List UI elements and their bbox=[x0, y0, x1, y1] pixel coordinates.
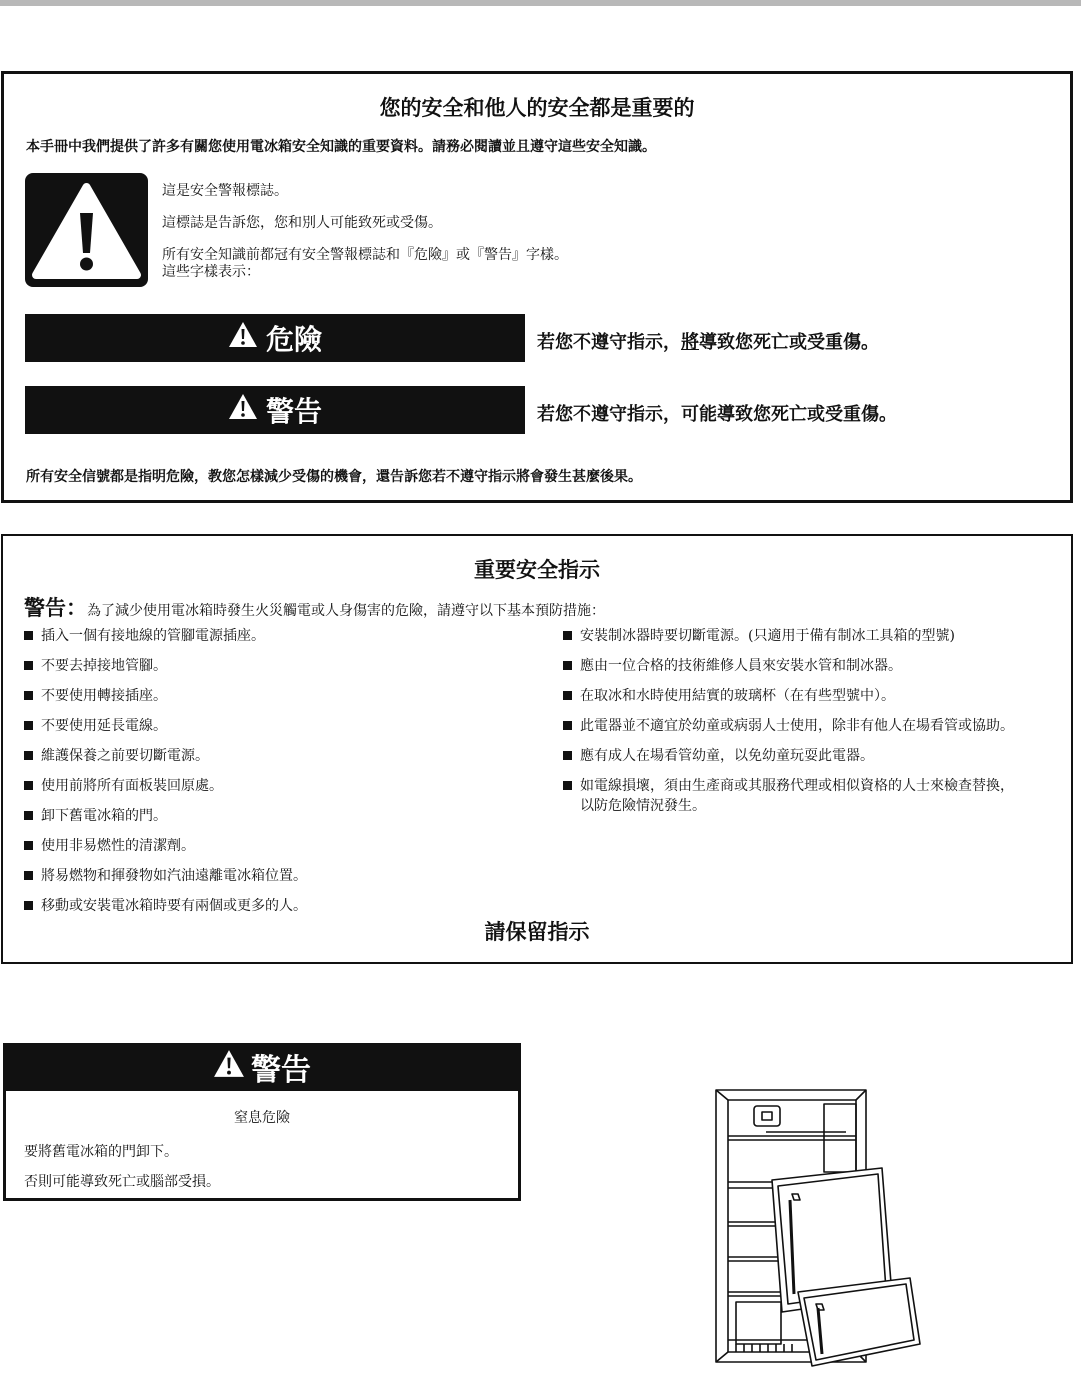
warning-label: 警告 bbox=[265, 395, 322, 428]
safety-alert-icon bbox=[25, 173, 148, 287]
danger-description bbox=[537, 328, 879, 354]
suffocation-line-2: 否則可能導致死亡或腦部受損。 bbox=[24, 1174, 220, 1190]
list-item: 安裝制冰器時要切斷電源。(只適用于備有制冰工具箱的型號) bbox=[563, 626, 1023, 646]
safety-title: 您的安全和他人的安全都是重要的 bbox=[379, 95, 695, 120]
danger-signal-bar bbox=[25, 314, 525, 362]
danger-label: 危險 bbox=[265, 323, 322, 356]
alert-line-2: 這標誌是告訴您，您和別人可能致死或受傷。 bbox=[162, 215, 442, 231]
warning-description: 若您不遵守指示，可能導致您死亡或受重傷。 bbox=[537, 404, 897, 425]
list-item: 應有成人在場看管幼童，以免幼童玩耍此電器。 bbox=[563, 746, 1023, 766]
save-instructions: 請保留指示 bbox=[484, 919, 590, 944]
suffocation-warning-body bbox=[6, 1091, 518, 1198]
alert-line-3: 所有安全知識前都冠有安全警報標誌和『危險』或『警告』字樣。 bbox=[162, 247, 568, 263]
warning-triangle-icon bbox=[228, 321, 258, 355]
safety-intro: 本手冊中我們提供了許多有關您使用電冰箱安全知識的重要資料。請務必閱讀並且遵守這些安全知識。 bbox=[26, 139, 656, 155]
suffocation-warning-label: 警告 bbox=[251, 1053, 311, 1088]
suffocation-warning-box bbox=[3, 1043, 521, 1201]
warning-signal-bar bbox=[25, 386, 525, 434]
safety-footer: 所有安全信號都是指明危險，教您怎樣減少受傷的機會，還告訴您若不遵守指示將會發生甚麼後果。 bbox=[26, 469, 642, 485]
instructions-list-left bbox=[24, 626, 544, 926]
instructions-warning bbox=[24, 592, 605, 622]
danger-desc-before: 若您不遵守指示， bbox=[537, 332, 681, 353]
alert-line-1: 這是安全警報標誌。 bbox=[162, 183, 288, 199]
instructions-list-right bbox=[563, 626, 1023, 826]
list-item: 應由一位合格的技術維修人員來安裝水管和制冰器。 bbox=[563, 656, 1023, 676]
alert-line-4: 這些字樣表示： bbox=[162, 264, 260, 280]
warning-triangle-icon bbox=[228, 393, 258, 427]
list-item: 在取冰和水時使用結實的玻璃杯（在有些型號中）。 bbox=[563, 686, 1023, 706]
list-item: 使用非易燃性的清潔劑。 bbox=[24, 836, 544, 856]
danger-desc-after: 導致您死亡或受重傷。 bbox=[699, 332, 879, 353]
list-item: 維護保養之前要切斷電源。 bbox=[24, 746, 544, 766]
warning-triangle-icon bbox=[213, 1049, 245, 1086]
refrigerator-doors-removed-illustration bbox=[706, 1082, 931, 1376]
list-item: 插入一個有接地線的管腳電源插座。 bbox=[24, 626, 544, 646]
top-rule bbox=[0, 0, 1081, 6]
danger-desc-emphasis: 將 bbox=[681, 332, 699, 353]
list-item: 不要使用延長電線。 bbox=[24, 716, 544, 736]
list-item: 使用前將所有面板裝回原處。 bbox=[24, 776, 544, 796]
list-item: 將易燃物和揮發物如汽油遠離電冰箱位置。 bbox=[24, 866, 544, 886]
important-instructions-box bbox=[1, 534, 1073, 964]
safety-message-box bbox=[1, 71, 1073, 503]
suffocation-warning-header bbox=[3, 1043, 521, 1091]
list-item: 移動或安裝電冰箱時要有兩個或更多的人。 bbox=[24, 896, 544, 916]
list-item: 不要使用轉接插座。 bbox=[24, 686, 544, 706]
list-item: 此電器並不適宜於幼童或病弱人士使用，除非有他人在場看管或協助。 bbox=[563, 716, 1023, 736]
suffocation-line-1: 要將舊電冰箱的門卸下。 bbox=[24, 1144, 178, 1160]
suffocation-hazard: 窒息危險 bbox=[234, 1110, 290, 1126]
instructions-warning-text: 為了減少使用電冰箱時發生火災觸電或人身傷害的危險，請遵守以下基本預防措施： bbox=[87, 603, 605, 619]
list-item: 如電線損壞，須由生產商或其服務代理或相似資格的人士來檢查替換，以防危險情況發生。 bbox=[563, 776, 1023, 816]
instructions-title: 重要安全指示 bbox=[474, 557, 600, 582]
list-item: 不要去掉接地管腳。 bbox=[24, 656, 544, 676]
instructions-warning-lead: 警告： bbox=[24, 595, 87, 620]
list-item: 卸下舊電冰箱的門。 bbox=[24, 806, 544, 826]
